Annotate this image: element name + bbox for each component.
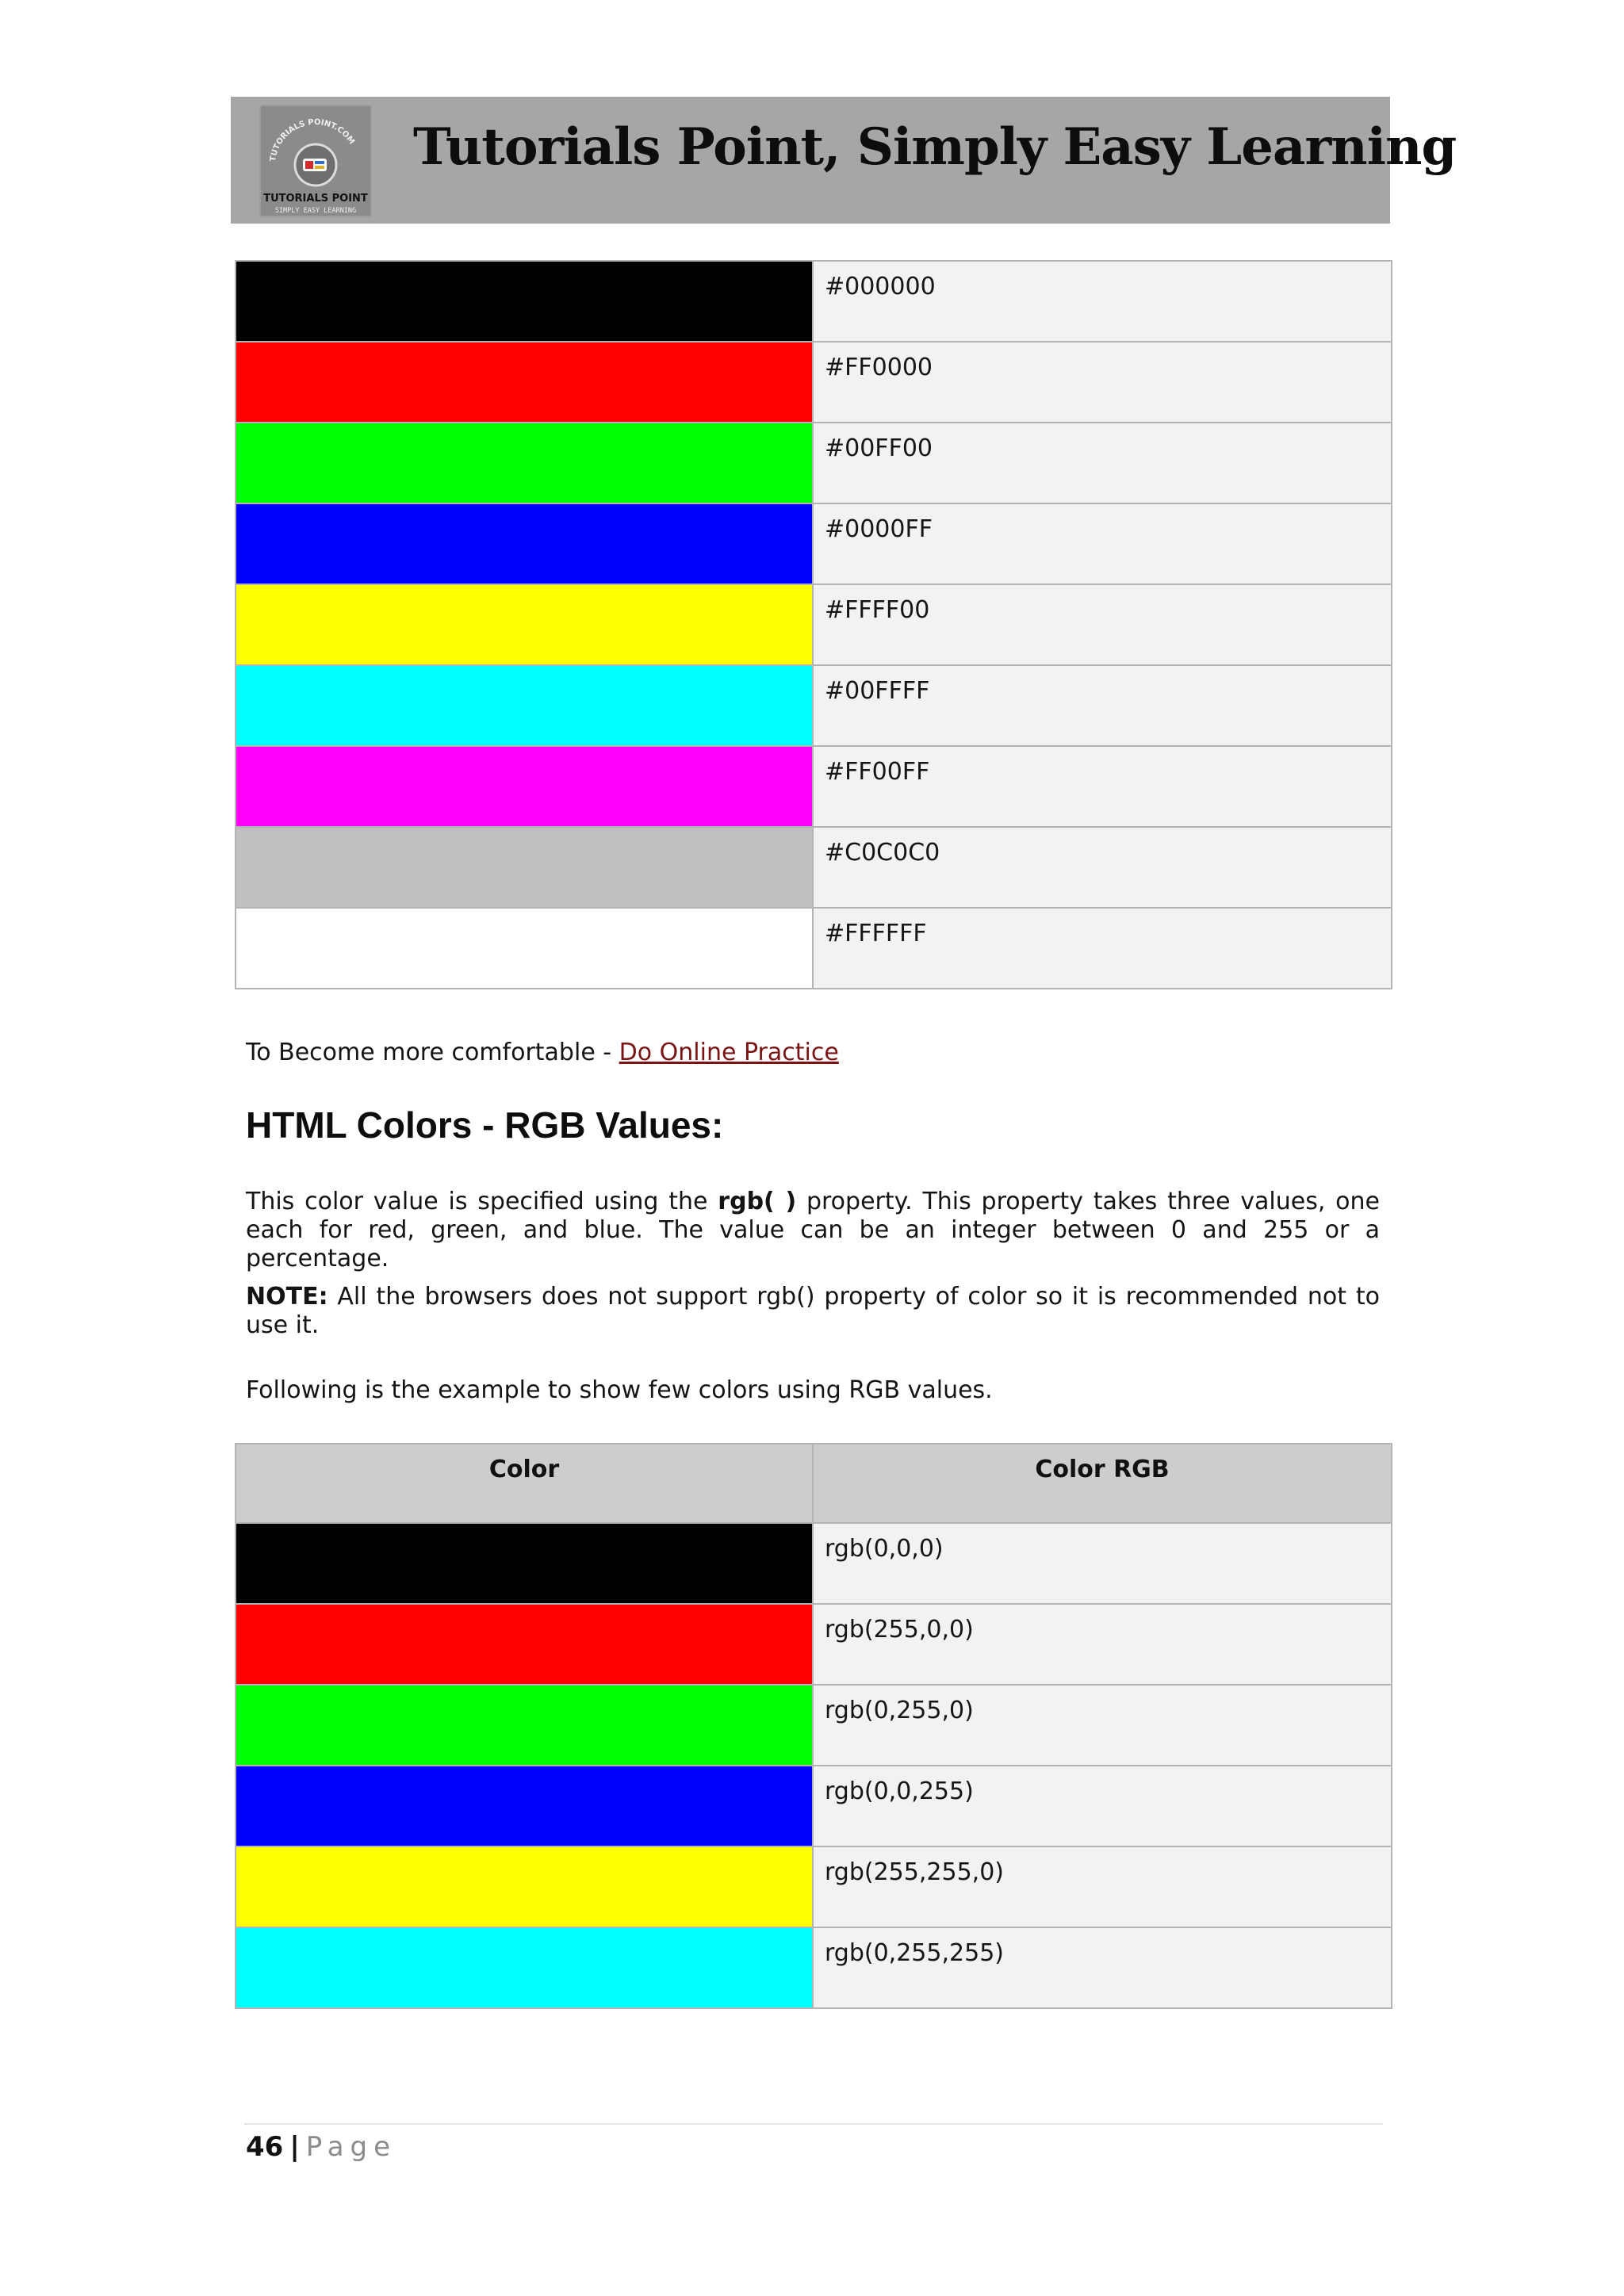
color-code: rgb(255,0,0): [813, 1604, 1392, 1685]
column-header: Color RGB: [813, 1444, 1392, 1523]
section-heading: HTML Colors - RGB Values:: [246, 1104, 724, 1146]
color-swatch: [236, 1604, 813, 1685]
table-row: [236, 261, 1392, 342]
tutorialspoint-logo: [259, 105, 372, 217]
rgb-color-table: [235, 1443, 1392, 2009]
color-code: #FFFFFF: [813, 908, 1392, 989]
color-code: rgb(0,255,0): [813, 1685, 1392, 1766]
table-header-row: [236, 1444, 1392, 1523]
color-code: rgb(255,255,0): [813, 1846, 1392, 1927]
column-header: Color: [236, 1444, 813, 1523]
table-row: [236, 584, 1392, 665]
color-swatch: [236, 1685, 813, 1766]
color-code: #00FFFF: [813, 665, 1392, 746]
color-code: #0000FF: [813, 503, 1392, 584]
color-code: rgb(0,255,255): [813, 1927, 1392, 2008]
color-code: #C0C0C0: [813, 827, 1392, 908]
rgb-description: [246, 1188, 1380, 1273]
color-swatch: [236, 1927, 813, 2008]
color-swatch: [236, 342, 813, 423]
logo-name: TUTORIALS POINT: [263, 193, 368, 205]
table-row: [236, 1927, 1392, 2008]
color-swatch: [236, 503, 813, 584]
logo-graphic-icon: [259, 105, 372, 217]
page-number: 46: [246, 2131, 284, 2163]
note-label: NOTE:: [246, 1283, 328, 1311]
color-code: rgb(0,0,0): [813, 1523, 1392, 1604]
table-row: [236, 1685, 1392, 1766]
table-row: [236, 827, 1392, 908]
color-swatch: [236, 261, 813, 342]
table-row: [236, 665, 1392, 746]
color-code: #00FF00: [813, 423, 1392, 503]
table-row: [236, 503, 1392, 584]
color-swatch: [236, 1766, 813, 1846]
table-row: [236, 1846, 1392, 1927]
table-row: [236, 1523, 1392, 1604]
para-text: property. This property takes three values, one each for red, green, and blue. The value can be an integer between 0 and 255 or a percentage.: [246, 1188, 1380, 1272]
logo-tagline: SIMPLY EASY LEARNING: [274, 207, 357, 215]
table-row: [236, 746, 1392, 827]
hex-color-table: [235, 260, 1392, 989]
footer-divider: [244, 2123, 1383, 2125]
table-row: [236, 1766, 1392, 1846]
table-row: [236, 423, 1392, 503]
page-footer: [246, 2131, 396, 2163]
header-banner: [231, 97, 1457, 224]
color-code: #FFFF00: [813, 584, 1392, 665]
color-code: #000000: [813, 261, 1392, 342]
color-swatch: [236, 908, 813, 989]
online-practice-link[interactable]: Do Online Practice: [619, 1039, 839, 1066]
color-code: rgb(0,0,255): [813, 1766, 1392, 1846]
example-intro: Following is the example to show few colors using RGB values.: [246, 1376, 993, 1404]
color-swatch: [236, 827, 813, 908]
rgb-code: rgb( ): [718, 1188, 797, 1215]
table-row: [236, 908, 1392, 989]
color-swatch: [236, 1846, 813, 1927]
practice-line: [246, 1039, 1380, 1067]
page-separator: |: [289, 2131, 300, 2163]
color-swatch: [236, 1523, 813, 1604]
color-swatch: [236, 584, 813, 665]
note-paragraph: [246, 1283, 1380, 1340]
para-text: This color value is specified using the: [246, 1188, 718, 1215]
color-code: #FF0000: [813, 342, 1392, 423]
color-swatch: [236, 746, 813, 827]
practice-prefix: To Become more comfortable -: [246, 1039, 619, 1066]
color-code: #FF00FF: [813, 746, 1392, 827]
logo-arc-text: TUTORIALS POINT.COM: [269, 117, 356, 163]
header-title: Tutorials Point, Simply Easy Learning: [413, 117, 1457, 177]
table-row: [236, 1604, 1392, 1685]
note-text: All the browsers does not support rgb() property of color so it is recommended not to use it.: [246, 1283, 1380, 1339]
color-swatch: [236, 423, 813, 503]
page-label: Page: [305, 2131, 397, 2163]
table-row: [236, 342, 1392, 423]
color-swatch: [236, 665, 813, 746]
